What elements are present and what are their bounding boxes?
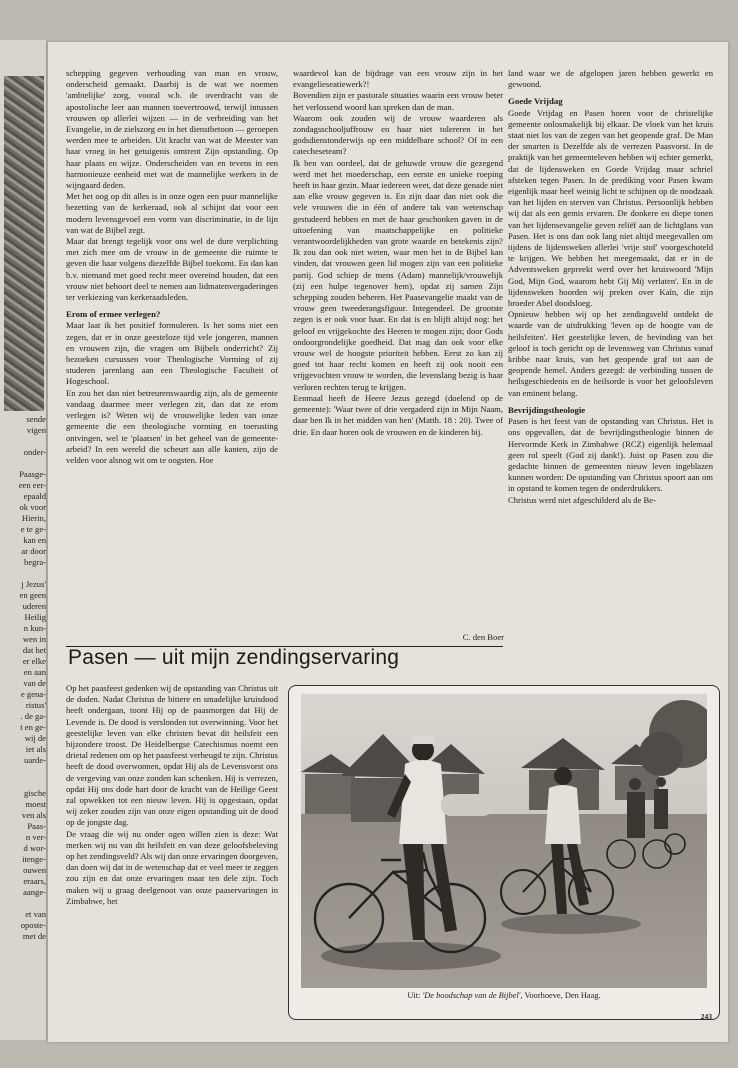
column-1 [66, 68, 278, 466]
previous-page-photo [4, 76, 44, 411]
fragment-line: gische [24, 788, 46, 798]
fragment-line: ristus' [25, 700, 46, 710]
caption-book-title: 'De boodschap van de Bijbel' [422, 991, 521, 1000]
photo-cyclists-village [301, 694, 707, 988]
fragment-line [2, 436, 46, 447]
fragment-line: ok voor [19, 502, 46, 512]
fragment-line: d wor- [23, 843, 46, 853]
fragment-line: moest [25, 799, 46, 809]
paragraph: Op het paasfeest gedenken wij de opstanding van Christus uit de doden. Nadat Christus de bittere en smadelijke kruisdood heeft ondergaan, toont Hij op de paasmorgen dat Hij de Levende is. De dood is verslonden tot overwinning. Voor het geestelijke leven van elke christen bevat dit heilsfeit een bijzondere troost. De Heidelbergse Catechismus noemt een drietal redenen om op het paasfeest verheugd te zijn. Christus heeft de dood overwonnen, opdat Hij als de Levensvorst ons de vergeving van onze zonden kan schenken. Hij is verrezen, opdat Hij ons dode hart door de kracht van de Heilige Geest zal opwekken tot een nieuw leven. Hij is opgestaan, opdat wij zeker zouden zijn van onze eigen opstanding uit de dood op de jongste dag. [66, 683, 278, 828]
fragment-line: een eer- [18, 480, 46, 490]
author-byline: C. den Boer [462, 632, 504, 642]
fragment-line: er elke [22, 656, 46, 666]
main-page [48, 42, 728, 1042]
fragment-line: wij de [24, 733, 46, 743]
article-2-body [66, 683, 278, 907]
fragment-line [2, 777, 46, 788]
fragment-line: iet als [25, 744, 46, 754]
section-heading: Erom of ermee verlegen? [66, 309, 161, 320]
caption-publisher: , Voorhoeve, Den Haag. [520, 991, 601, 1000]
fragment-line: e gena- [20, 689, 46, 699]
fragment-line [2, 458, 46, 469]
fragment-line [2, 568, 46, 579]
fragment-line: sende [26, 414, 46, 424]
fragment-line: kan en [23, 535, 46, 545]
paragraph: Pasen is het feest van de opstanding van Christus. Het is ons opgevallen, dat de bevrijdingstheologie binnen de Hervormde Kerk in Zimbabwe (RCZ) eigenlijk helemaal geen rol speelt (God zij dank!). Juist op Pasen zou die gedachte binnen de gemeenten nieuw leven ingeblazen kunnen worden: De opstanding van Christus spoort aan om in opstand te komen tegen de onderdrukkers. [508, 416, 713, 494]
fragment-line: uderen [22, 601, 46, 611]
fragment-line [2, 898, 46, 909]
fragment-line: ouwen [23, 865, 46, 875]
page-number: 243 [700, 1012, 712, 1021]
column-3 [508, 68, 713, 506]
photo-illustration [301, 694, 707, 988]
fragment-line: . de ga- [20, 711, 46, 721]
paragraph: En zou het dan niet betreurenswaardig zijn, als de gemeente vandaag daarmee meer verlegen zit, dan dat ze erom verlegen is? Weten wij de vrouwelijke leden van onze gemeente die een theologische vorming en toerusting ontvingen, wel te 'plaatsen' in het geheel van de gemeente-arbeid? In een wereld die scheurt aan alle kanten, zijn de velden voor alsnog wit om te oogsten. Hoe [66, 387, 278, 465]
fragment-line: onder- [23, 447, 46, 457]
fragment-line: met de [22, 931, 46, 941]
paragraph: Ik ben van oordeel, dat de gehuwde vrouw die gezegend werd met het moederschap, een eerste en unieke roeping heeft in haar gezin. Maar iedereen weet, dat deze genade niet aan elke vrouw gegeven is. En zijn daar dan niet ook die vele vrouwen die in één of andere tak van wetenschap gestudeerd hebben en met de haar geschonken gaven in de uitoefening van maatschappelijke en politieke verantwoordelijkheden van grote waarde en betekenis zijn? Ik zou dan ook niet weten, waar men het in de Bijbel kan vinden, dat vrouwen geen lid mogen zijn van een politieke partij. God schiep de mens (Adam) mannelijk/vrouwelijk (zij een hulpe tegenover hem), opdat zij samen Zijn schepping zouden beheren. Het Paasevangelie maakt van de vrouw geen tweederangsfiguur. Integendeel. De grootste zegen is er ook voor haar. En dat is en blijft altijd nog: het geloof en vrijgekochte des Heeren te mogen zijn; door Gods ondoorgrondelijke goedheid. Dat mag dan ook voor elke vrouw wel de hoogste prioriteit hebben. Eerst zo kan zij goed tot haar recht komen en heeft zij ook nooit een vrijgevochten vrouw te worden, die levenslang bezig is haar verloren rechten terug te krijgen. [293, 157, 503, 392]
fragment-line: en geen [19, 590, 46, 600]
fragment-line: vigen [26, 425, 46, 435]
fragment-line: et van [25, 909, 46, 919]
fragment-line: ar door [21, 546, 46, 556]
fragment-line: wen in [22, 634, 46, 644]
paragraph: Goede Vrijdag en Pasen horen voor de christelijke gemeente onlosmakelijk bij elkaar. De vloek van het kruis staat niet los van de zegen van het geopende graf. De Man der smarten is Dezelfde als de verrezen Paasvorst. In de praktijk van het gemeenteleven hebben wij echter gemerkt, dat de lijdensweken en Goede Vrijdag maar schriel afsteken tegen Pasen. In de prediking voor Pasen kwam eigenlijk maar heel weinig licht te schijnen op de noodzaak van het lijden en sterven van Christus. Persoonlijk hebben wij dat als een gemis ervaren. De donkere en diepe tonen van het lijdensevangelie geven reliëf aan de lichtglans van Pasen. Het is ons dan ook lang niet altijd meegevallen om tijdens de lijdensweken allerlei 'vrije stof' voorgeschoteld te krijgen. We hebben het meegemaakt, dat er in de Adventsweken gepreekt werd over het kruiswoord 'Mijn God, Mijn God, waarom hebt Gij Mij verlaten'. En in de lijdensweken hoorden wij preken over Kaïn, die zijn broeder Abel doodsloeg. [508, 107, 713, 309]
paragraph: land waar we de afgelopen jaren hebben gewerkt en gewoond. [508, 68, 713, 90]
fragment-line: n kun- [23, 623, 46, 633]
article-title: Pasen — uit mijn zendingservaring [68, 646, 400, 669]
fragment-line: t en ge- [20, 722, 46, 732]
fragment-line: oposte- [20, 920, 46, 930]
fragment-line [2, 766, 46, 777]
fragment-line: van de [23, 678, 46, 688]
fragment-line: n ver- [25, 832, 46, 842]
fragment-line: itenge- [22, 854, 46, 864]
paragraph: Maar dat brengt tegelijk voor ons wel de dure verplichting met zich mee om de vrouw in de gemeente die ruimte te geven die haar volgens diezelfde Bijbel toekomt. En dan kan b.v. niemand met goed recht meer overeind houden, dat een vrouw niet behoort deel te nemen aan lidmatenvergaderingen ter verkiezing van kerkeraadsleden. [66, 236, 278, 303]
paragraph: schepping gegeven verhouding van man en vrouw, onderscheid gemaakt. Daarbij is de wat we noemen 'ambtelijke' zorg, vooral w.b. de overdracht van de apostolische leer aan mannen toevertrouwd, terwijl intussen vrouwen op allerlei wijzen — in de verbreiding van het Evangelie, in de zielszorg en in het dienstbetoon — geroepen werden mee te arbeiden. Uit kracht van wat de Meester van haar vroeg in het getuigenis omtrent Zijn opstanding. Op haar plaats en wijze. Onderscheiden van en tevens in een harmonieuze eenheid met wat de mannelijke werkers in de wijngaard deden. [66, 68, 278, 191]
fragment-line: dat het [22, 645, 46, 655]
fragment-line: epaald [23, 491, 46, 501]
previous-page-edge [0, 40, 47, 1040]
fragment-line: Paasge- [19, 469, 46, 479]
caption-prefix: Uit: [407, 991, 423, 1000]
paragraph: Christus werd niet afgeschilderd als de Be- [508, 494, 656, 505]
fragment-line: Paas- [27, 821, 46, 831]
fragment-line: Heilig [24, 612, 46, 622]
section-heading: Goede Vrijdag [508, 96, 563, 107]
fragment-line: eraars, [23, 876, 46, 886]
photo-caption [289, 991, 719, 1000]
previous-page-text-fragments [2, 414, 46, 942]
paragraph: Opnieuw hebben wij op het zendingsveld ontdekt de waarde van de uitdrukking 'leven op de hoogte van de heilsfeiten'. Het geestelijke leven, de bevinding van het geloof is toch gericht op de levensweg van Christus vanaf kribbe naar kruis, van het geopende graf tot aan de geopende hemel. Anders gezegd: de verbinding tussen de heilsgeschiedenis en de heilsorde is voor het geloofsleven van eminent belang. [508, 309, 713, 398]
fragment-line: en aan [23, 667, 46, 677]
paragraph: Maar laat ik het positief formuleren. Is het soms niet een zegen, dat er in onze geesteloze tijd vele jongeren, mannen en vrouwen zijn, die vragen om Bijbels onderricht? Zij bezoeken cursussen voor Theologische Vorming of zij studeren jarenlang aan een Theologische Faculteit of Hogeschool. [66, 320, 278, 387]
fragment-line: uarde- [24, 755, 46, 765]
paragraph: Eenmaal heeft de Heere Jezus gezegd (doelend op de gemeente): 'Waar twee of drie vergaderd zijn in Mijn Naam, daar ben Ik in het midden van hen' (Matth. 18 : 20). Twee of drie. En daar horen ook de vrouwen en de kinderen bij. [293, 392, 503, 437]
paragraph: De vraag die wij nu onder ogen willen zien is deze: Wat merken wij nu van dit heilsfeit en van deze geloofsbeleving op het zendingsveld? Als wij dan onze ervaringen doorgeven, dan doen wij dat in de wetenschap dat er veel meer te zeggen zou zijn en dat onze ervaringen maar ten dele zijn. Toch maken wij u graag deelgenoot van onze paaservaringen in Zimbabwe, het [66, 828, 278, 906]
section-heading: Bevrijdingstheologie [508, 404, 586, 415]
paragraph: Met het oog op dit alles is in onze ogen een puur mannelijke bezetting van de kerkeraad, ook al schijnt dat voor een modern levensgevoel een vorm van discriminatie, in de lijn van wat de Bijbel zegt. [66, 191, 278, 235]
fragment-line: j Jezus' [21, 579, 46, 589]
paragraph: Bovendien zijn er pastorale situaties waarin een vrouw beter het verlossend woord kan spreken dan de man. [293, 90, 503, 112]
photo-frame [288, 685, 720, 1020]
fragment-line: e te ge- [20, 524, 46, 534]
column-2 [293, 68, 503, 438]
paragraph: Waarom ook zouden wij de vrouw waarderen als zondagsschooljuffrouw en haar niet tolereren in het godsdienstonderwijs op een middelbare school? Of in een catecheseteam? [293, 112, 503, 157]
fragment-line: Hierin, [21, 513, 46, 523]
fragment-line: ven als [21, 810, 46, 820]
fragment-line: aange- [23, 887, 46, 897]
paragraph: waardevol kan de bijdrage van een vrouw zijn in het evangelieseatiewerk?! [293, 68, 503, 90]
fragment-line: begra- [24, 557, 46, 567]
